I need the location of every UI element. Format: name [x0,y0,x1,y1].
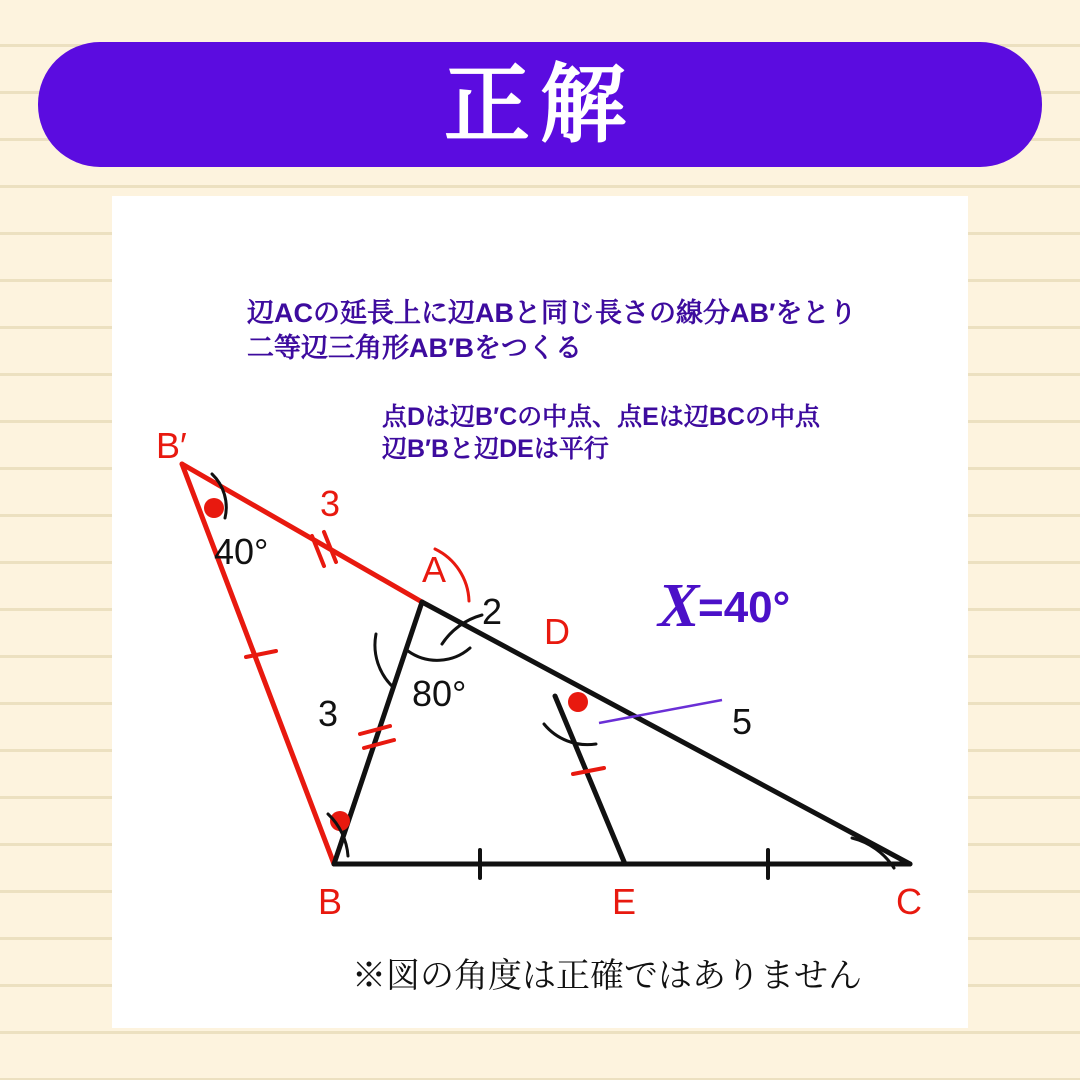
angle-b-prime-label: 40° [214,531,269,572]
description-line-1: 辺ACの延長上に辺ABと同じ長さの線分AB′をとり 二等辺三角形AB′Bをつくる [247,298,857,363]
black-figure-lines [334,602,910,864]
length-a-d: 2 [482,591,503,632]
label-c: C [896,881,922,922]
figure-footnote: ※図の角度は正確ではありません [352,957,862,995]
length-d-c: 5 [732,701,753,742]
tick-b-prime-b [246,651,276,657]
label-d: D [544,611,570,652]
answer-x-symbol: X [658,572,700,640]
tick-a-b-2 [364,740,394,748]
label-e: E [612,881,637,922]
length-a-b: 3 [318,693,339,734]
title-banner [38,42,1042,167]
segment-b-prime-b [182,464,334,864]
dot-near-b-prime [204,498,224,518]
page-title: 正解 [444,56,636,153]
figure-card [112,196,968,1028]
tick-a-b-1 [360,726,390,734]
length-b-prime-a: 3 [320,483,341,524]
description-line-2: 点Dは辺B′Cの中点、点Eは辺BCの中点 辺B′Bと辺DEは平行 [382,403,820,463]
label-a: A [422,549,447,590]
arc-angle-a-left [375,634,394,688]
segment-a-c [422,602,910,864]
angle-a-80-label: 80° [412,673,467,714]
label-b: B [318,881,343,922]
answer-leader-line [599,700,722,723]
dot-at-d [568,692,588,712]
red-triangle-lines [182,464,422,864]
geometry-figure [112,196,968,1028]
answer-value: =40° [698,583,791,632]
arc-angle-a-80 [408,648,470,660]
label-b-prime: B′ [156,425,187,466]
